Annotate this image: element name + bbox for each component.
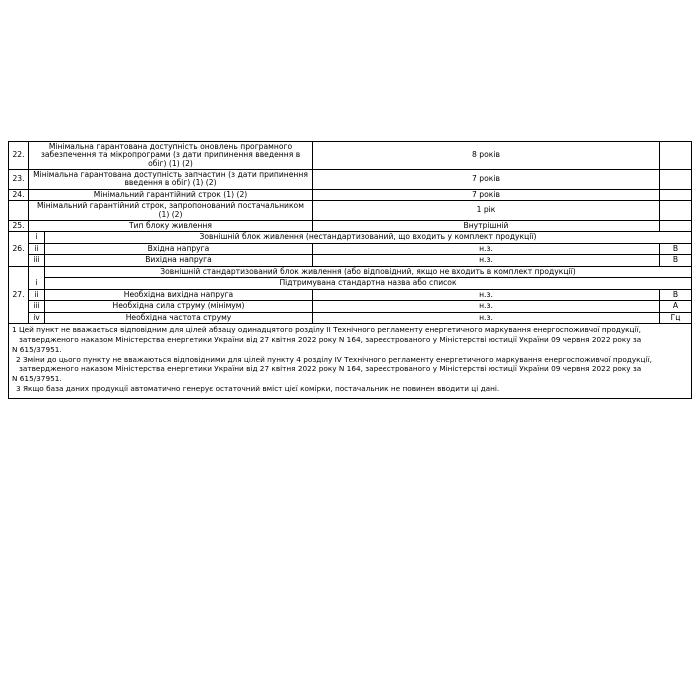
section-27-header: Зовнішній стандартизований блок живлення (або відповідний, якщо не входить в комплект продукції) bbox=[45, 266, 692, 278]
table-row bbox=[9, 255, 692, 267]
row-label: Мінімальна гарантована доступність запчастин (з дати припинення введення в обіг) (1) (2) bbox=[29, 170, 313, 190]
table-row bbox=[9, 220, 692, 232]
table-row bbox=[9, 170, 692, 190]
table-row bbox=[9, 189, 692, 201]
table-row bbox=[9, 243, 692, 255]
footnote-1-line-2: затвердженого наказом Міністерства енергетики України від 27 квітня 2022 року N 164, зареєстрованого у Міністерстві юстиції України 09 червня 2022 року за bbox=[19, 335, 642, 345]
sub-label: Необхідна частота струму bbox=[45, 312, 313, 324]
sub-roman: iii bbox=[29, 255, 45, 267]
sub-roman: ii bbox=[29, 289, 45, 301]
footnote-3: 3 Якщо база даних продукції автоматично генерує остаточний вміст цієї комірки, постачальник не повинен вводити ці дані. bbox=[16, 383, 500, 393]
sub-value: н.з. bbox=[313, 289, 660, 301]
row-unit bbox=[660, 170, 692, 190]
footnote-1-line-1: 1 Цей пункт не вважається відповідним для цілей абзацу одинадцятого розділу II Технічного регламенту енергетичного маркування енергоспоживчої продукції, bbox=[12, 325, 641, 335]
section-26-number: 26. bbox=[9, 232, 29, 267]
sub-label: Необхідна сила струму (мінімум) bbox=[45, 301, 313, 313]
sub-roman: ii bbox=[29, 243, 45, 255]
row-unit bbox=[660, 189, 692, 201]
row-number: 22. bbox=[9, 142, 29, 170]
sub-value: н.з. bbox=[313, 312, 660, 324]
row-label: Мінімальний гарантійний строк, запропонований постачальником (1) (2) bbox=[29, 201, 313, 221]
row-label: Тип блоку живлення bbox=[29, 220, 313, 232]
row-number bbox=[9, 201, 29, 221]
table-row bbox=[9, 201, 692, 221]
sub-unit: В bbox=[660, 289, 692, 301]
specification-document bbox=[8, 141, 692, 399]
row-label: Мінімальна гарантована доступність оновлень програмного забезпечення та мікропрограми (з дати припинення введення в обіг) (1) (2) bbox=[29, 142, 313, 170]
section-26-header-row bbox=[9, 232, 692, 244]
sub-label: Вхідна напруга bbox=[45, 243, 313, 255]
row-label: Мінімальний гарантійний строк (1) (2) bbox=[29, 189, 313, 201]
sub-roman: iii bbox=[29, 301, 45, 313]
row-value: Внутрішній bbox=[313, 220, 660, 232]
sub-unit: В bbox=[660, 255, 692, 267]
row-unit bbox=[660, 220, 692, 232]
row-value: 1 рік bbox=[313, 201, 660, 221]
footnote-2-line-3: N 615/37951. bbox=[12, 374, 62, 384]
row-unit bbox=[660, 142, 692, 170]
sub-label: Підтримувана стандартна назва або список bbox=[45, 278, 692, 290]
row-number: 24. bbox=[9, 189, 29, 201]
table-row bbox=[9, 289, 692, 301]
footnote-2-line-1: 2 Зміни до цього пункту не вважаються відповідними для цілей пункту 4 розділу IV Технічного регламенту енергетичного маркування енергоспоживчої продукції, bbox=[16, 354, 652, 364]
row-number: 25. bbox=[9, 220, 29, 232]
section-26-sub-roman: i bbox=[29, 232, 45, 244]
sub-roman: iv bbox=[29, 312, 45, 324]
footnotes-block bbox=[8, 324, 692, 398]
table-row bbox=[9, 278, 692, 290]
row-value: 7 років bbox=[313, 170, 660, 190]
table-row bbox=[9, 301, 692, 313]
row-value: 7 років bbox=[313, 189, 660, 201]
table-row bbox=[9, 142, 692, 170]
sub-unit: В bbox=[660, 243, 692, 255]
section-26-header: Зовнішній блок живлення (нестандартизований, що входить у комплект продукції) bbox=[45, 232, 692, 244]
row-value: 8 років bbox=[313, 142, 660, 170]
row-number: 23. bbox=[9, 170, 29, 190]
section-27-number: 27. bbox=[9, 266, 29, 324]
sub-roman: i bbox=[29, 278, 45, 290]
row-unit bbox=[660, 201, 692, 221]
sub-value: н.з. bbox=[313, 301, 660, 313]
sub-value: н.з. bbox=[313, 255, 660, 267]
sub-value: н.з. bbox=[313, 243, 660, 255]
sub-unit: А bbox=[660, 301, 692, 313]
footnote-1-line-3: N 615/37951. bbox=[12, 344, 62, 354]
section-27-sub-roman-placeholder bbox=[29, 266, 45, 278]
section-27-header-row bbox=[9, 266, 692, 278]
sub-label: Необхідна вихідна напруга bbox=[45, 289, 313, 301]
specification-table bbox=[8, 141, 692, 324]
table-row bbox=[9, 312, 692, 324]
footnote-2-line-2: затвердженого наказом Міністерства енергетики України від 27 квітня 2022 року N 164, зареєстрованого у Міністерстві юстиції України 09 червня 2022 року за bbox=[19, 364, 642, 374]
sub-unit: Гц bbox=[660, 312, 692, 324]
sub-label: Вихідна напруга bbox=[45, 255, 313, 267]
